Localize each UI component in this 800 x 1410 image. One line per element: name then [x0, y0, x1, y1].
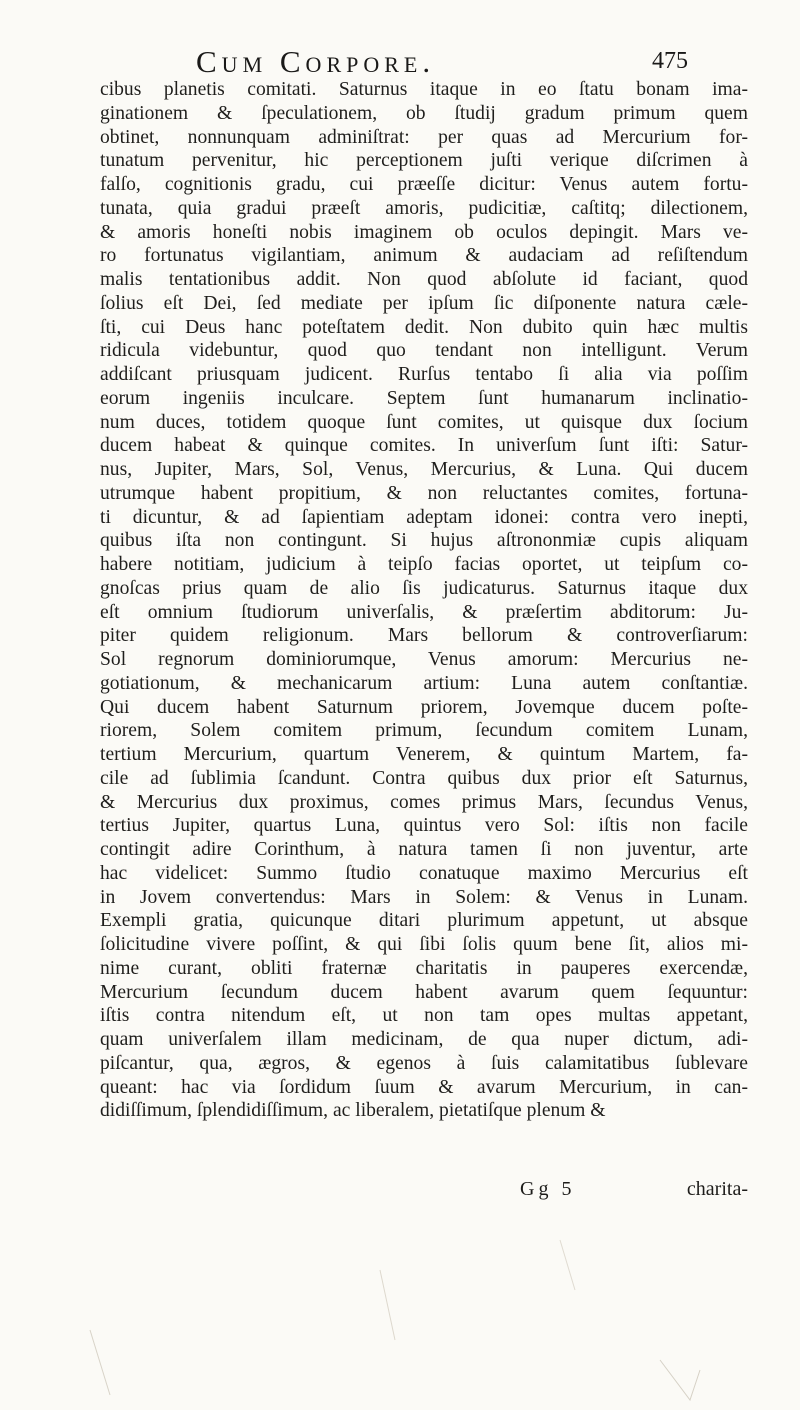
- text-line: Qui ducem habent Saturnum priorem, Jovemque ducem poſte-: [100, 696, 748, 718]
- signature-mark: Gg 5: [520, 1178, 576, 1200]
- text-line: ti dicuntur, & ad ſapientiam adeptam idonei: contra vero inepti,: [100, 506, 748, 528]
- running-title: Cum Corpore.: [196, 44, 436, 79]
- text-line: piter quidem religionum. Mars bellorum & controverſiarum:: [100, 625, 748, 647]
- text-line: tertium Mercurium, quartum Venerem, & quintum Martem, fa-: [100, 744, 748, 765]
- text-line: & Mercurius dux proximus, comes primus Mars, ſecundus Venus,: [100, 791, 748, 813]
- text-line: eorum ingeniis inculcare. Septem ſunt humanarum inclinatio-: [100, 387, 748, 409]
- text-line: eſt omnium ſtudiorum univerſalis, & præſertim abditorum: Ju-: [100, 601, 748, 623]
- text-line: gotiationum, & mechanicarum artium: Luna autem conſtantiæ.: [100, 672, 748, 694]
- page-number: 475: [652, 48, 688, 74]
- text-line: cibus planetis comitati. Saturnus itaque in eo ſtatu bonam ima-: [100, 79, 748, 100]
- text-line: ginationem & ſpeculationem, ob ſtudij gradum primum quem: [100, 102, 748, 124]
- text-line: nus, Jupiter, Mars, Sol, Venus, Mercurius, & Luna. Qui ducem: [100, 459, 748, 480]
- text-line: num duces, totidem quoque ſunt comites, ut quisque dux ſocium: [100, 411, 748, 433]
- text-line: ro fortunatus vigilantiam, animum & audaciam ad reſiſtendum: [100, 245, 748, 267]
- text-line: cile ad ſublimia ſcandunt. Contra quibus dux prior eſt Saturnus,: [100, 767, 748, 789]
- text-line: ſti, cui Deus hanc poteſtatem dedit. Non dubito quin hæc multis: [100, 316, 748, 338]
- text-line: didiſſimum, ſplendidiſſimum, ac liberalem, pietatiſque plenum &: [100, 1100, 606, 1122]
- text-line: contingit adire Corinthum, à natura tamen ſi non juventur, arte: [100, 839, 748, 860]
- text-line: ducem habeat & quinque comites. In univerſum ſunt iſti: Satur-: [100, 435, 748, 457]
- text-line: falſo, cognitionis gradu, cui præeſſe dicitur: Venus autem fortu-: [100, 174, 748, 195]
- text-line: tertius Jupiter, quartus Luna, quintus vero Sol: iſtis non facile: [100, 815, 748, 837]
- text-line: iſtis contra nitendum eſt, ut non tam opes multas appetant,: [100, 1005, 748, 1027]
- bleed-through-marks: [0, 1210, 800, 1410]
- text-line: quibus iſta non contingunt. Si hujus aſtrononmiæ cupis aliquam: [100, 530, 748, 552]
- text-line: addiſcant priusquam judicent. Rurſus tentabo ſi alia via poſſim: [100, 364, 748, 385]
- text-line: nime curant, obliti fraternæ charitatis in pauperes exercendæ,: [100, 957, 748, 979]
- text-line: Exempli gratia, quicunque ditari plurimum appetunt, ut absque: [100, 910, 748, 932]
- text-line: ſolicitudine vivere poſſint, & qui ſibi ſolis quum bene ſit, alios mi-: [100, 934, 748, 955]
- text-line: Mercurium ſecundum ducem habent avarum quem ſequuntur:: [100, 981, 748, 1003]
- text-line: queant: hac via ſordidum ſuum & avarum Mercurium, in can-: [100, 1076, 748, 1098]
- text-line: hac videlicet: Summo ſtudio conatuque maximo Mercurius eſt: [100, 862, 748, 884]
- text-line: piſcantur, qua, ægros, & egenos à ſuis calamitatibus ſublevare: [100, 1052, 748, 1074]
- text-line: gnoſcas prius quam de alio ſis judicaturus. Saturnus itaque dux: [100, 577, 748, 599]
- page-footer: [100, 1178, 748, 1204]
- text-line: & amoris honeſti nobis imaginem ob oculos depingit. Mars ve-: [100, 221, 748, 243]
- body-text: [100, 78, 748, 1123]
- text-line: riorem, Solem comitem primum, ſecundum comitem Lunam,: [100, 720, 748, 742]
- text-line: in Jovem convertendus: Mars in Solem: & Venus in Lunam.: [100, 886, 748, 908]
- text-line: ridicula videbuntur, quod quo tendant non intelligunt. Verum: [100, 340, 748, 362]
- text-line: Sol regnorum dominiorumque, Venus amorum: Mercurius ne-: [100, 649, 748, 670]
- text-line: tunata, quia gradui præeſt amoris, pudicitiæ, caſtitq; dilectionem,: [100, 197, 748, 219]
- text-line: utrumque habent propitium, & non reluctantes comites, fortuna-: [100, 482, 748, 504]
- text-line: tunatum pervenitur, hic perceptionem juſti verique diſcrimen à: [100, 150, 748, 172]
- catchword: charita-: [686, 1178, 748, 1200]
- text-line: ſolius eſt Dei, ſed mediate per ipſum ſic diſponente natura cæle-: [100, 292, 748, 314]
- text-line: habere notitiam, judicium à teipſo facias oportet, ut teipſum co-: [100, 554, 748, 575]
- text-line: obtinet, nonnunquam adminiſtrat: per quas ad Mercurium for-: [100, 126, 748, 148]
- text-line: quam univerſalem illam medicinam, de qua nuper dictum, adi-: [100, 1029, 748, 1050]
- text-line: malis tentationibus addit. Non quod abſolute id faciant, quod: [100, 269, 748, 290]
